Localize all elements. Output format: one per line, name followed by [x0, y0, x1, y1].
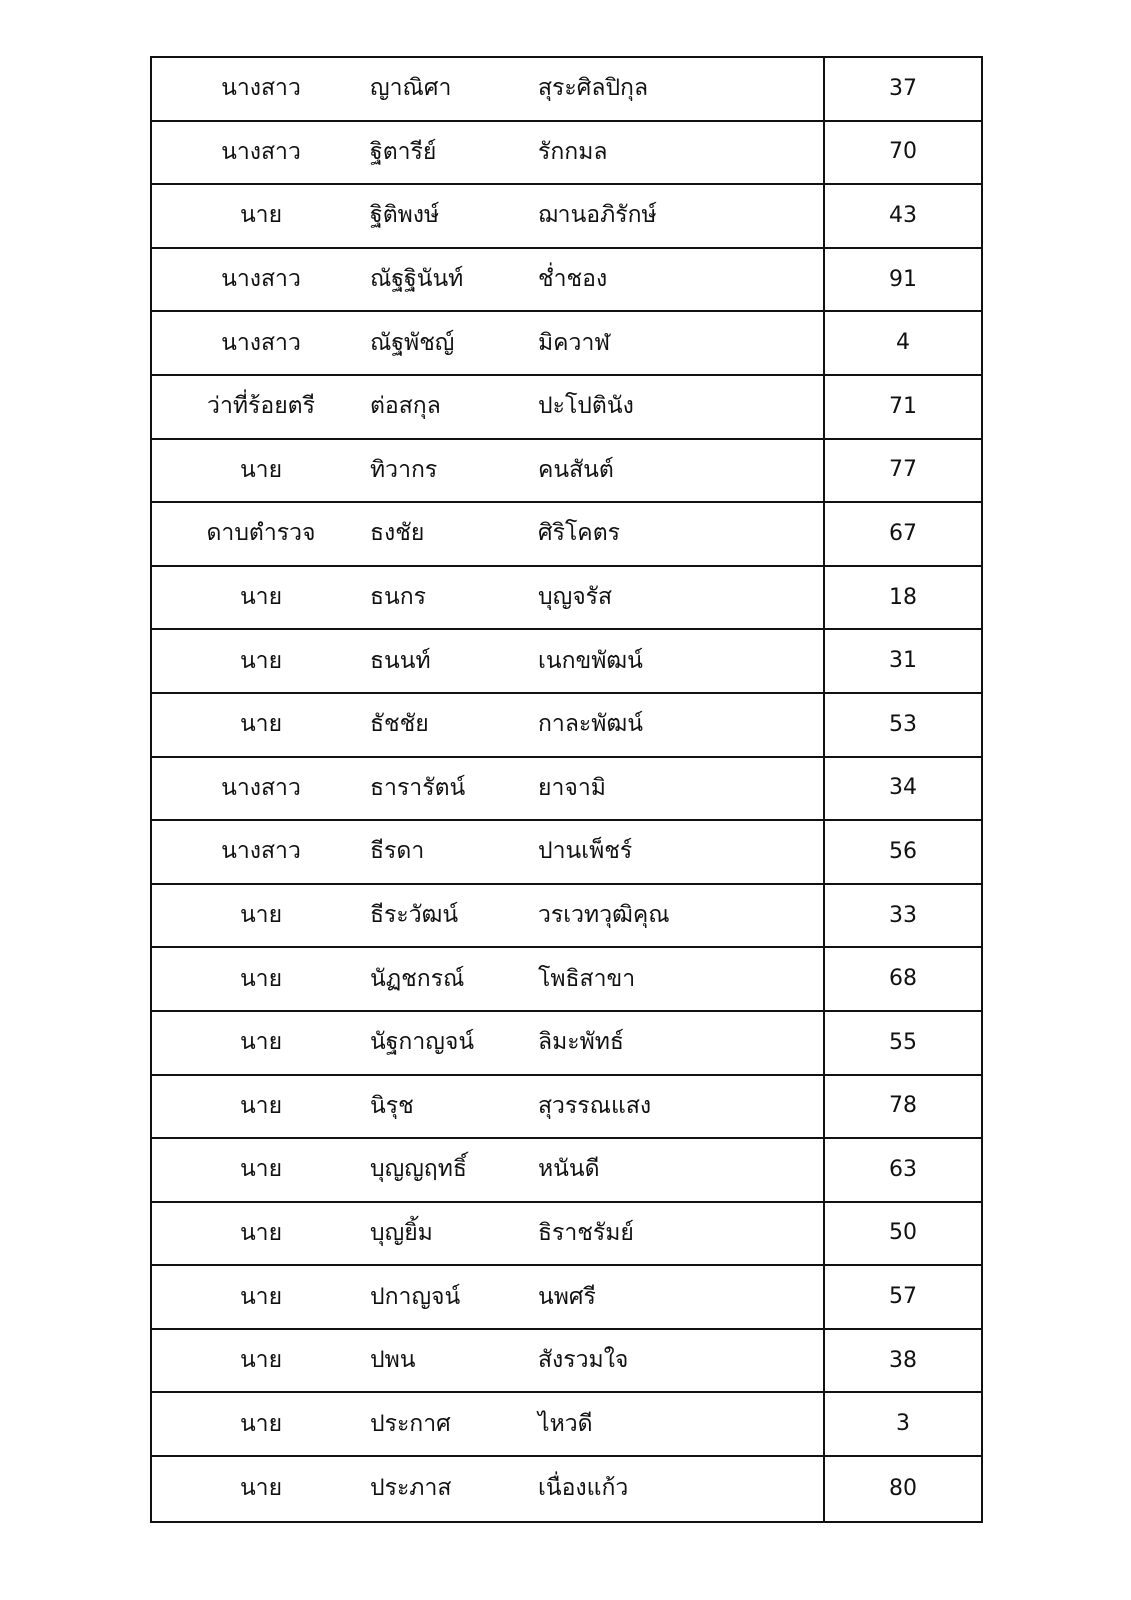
first-name-cell: ธงชัย: [370, 520, 425, 547]
number-cell: 43: [823, 185, 981, 247]
prefix-cell: นาย: [239, 647, 283, 674]
prefix-cell: นาย: [239, 1410, 283, 1437]
prefix-cell: ดาบตำรวจ: [206, 520, 316, 547]
table-row: [152, 376, 981, 440]
prefix-cell: นางสาว: [221, 329, 301, 356]
table-row: [152, 58, 981, 122]
prefix-cell: นาย: [239, 584, 283, 611]
table-row: [152, 1457, 981, 1521]
last-name-cell: ปะโปตินัง: [538, 393, 634, 420]
table-row: [152, 1012, 981, 1076]
last-name-cell: วรเวทวุฒิคุณ: [538, 902, 670, 929]
last-name-cell: ลิมะพัทธ์: [538, 1029, 624, 1056]
last-name-cell: นพศรี: [538, 1283, 596, 1310]
prefix-cell: นาย: [239, 965, 283, 992]
prefix-cell: นางสาว: [221, 75, 301, 102]
first-name-cell: นัฏชกรณ์: [370, 965, 465, 992]
number-cell: 33: [823, 885, 981, 947]
table-row: [152, 694, 981, 758]
number-cell: 63: [823, 1139, 981, 1201]
number-cell: 57: [823, 1266, 981, 1328]
table-row: [152, 503, 981, 567]
last-name-cell: หนันดี: [538, 1156, 600, 1183]
last-name-cell: กาละพัฒน์: [538, 711, 643, 738]
prefix-cell: นาย: [239, 456, 283, 483]
first-name-cell: ปกาญจน์: [370, 1283, 461, 1310]
table-row: [152, 440, 981, 504]
number-cell: 18: [823, 567, 981, 629]
first-name-cell: ญาณิศา: [370, 75, 452, 102]
prefix-cell: นาย: [239, 902, 283, 929]
first-name-cell: ธัชชัย: [370, 711, 429, 738]
last-name-cell: โพธิสาขา: [538, 965, 636, 992]
first-name-cell: นิรุช: [370, 1092, 414, 1119]
table-row: [152, 567, 981, 631]
table-row: [152, 885, 981, 949]
table-row: [152, 1393, 981, 1457]
first-name-cell: ธีรดา: [370, 838, 425, 865]
table-row: [152, 821, 981, 885]
prefix-cell: นาย: [239, 1092, 283, 1119]
first-name-cell: ธนกร: [370, 584, 427, 611]
first-name-cell: ประภาส: [370, 1475, 452, 1502]
number-cell: 68: [823, 948, 981, 1010]
number-cell: 77: [823, 440, 981, 502]
number-cell: 53: [823, 694, 981, 756]
first-name-cell: ปพน: [370, 1347, 416, 1374]
table-row: [152, 1266, 981, 1330]
prefix-cell: นางสาว: [221, 838, 301, 865]
last-name-cell: สุวรรณแสง: [538, 1092, 652, 1119]
last-name-cell: มิควาฬ: [538, 329, 611, 356]
first-name-cell: ณัฐพัชญ์: [370, 329, 455, 356]
prefix-cell: นาย: [239, 1219, 283, 1246]
table-row: [152, 1203, 981, 1267]
prefix-cell: นาย: [239, 1283, 283, 1310]
prefix-cell: นางสาว: [221, 138, 301, 165]
number-cell: 50: [823, 1203, 981, 1265]
first-name-cell: ต่อสกุล: [370, 393, 441, 420]
last-name-cell: สังรวมใจ: [538, 1347, 629, 1374]
number-cell: 38: [823, 1330, 981, 1392]
table-row: [152, 1139, 981, 1203]
table-row: [152, 249, 981, 313]
name-list-table: [150, 56, 983, 1523]
first-name-cell: ทิวากร: [370, 456, 438, 483]
table-row: [152, 185, 981, 249]
number-cell: 71: [823, 376, 981, 438]
table-row: [152, 630, 981, 694]
table-row: [152, 948, 981, 1012]
first-name-cell: บุญยิ้ม: [370, 1219, 433, 1246]
number-cell: 37: [823, 58, 981, 120]
prefix-cell: นางสาว: [221, 266, 301, 293]
number-cell: 56: [823, 821, 981, 883]
last-name-cell: สุระศิลปิกุล: [538, 75, 649, 102]
table-row: [152, 1076, 981, 1140]
number-cell: 78: [823, 1076, 981, 1138]
first-name-cell: ฐิติพงษ์: [370, 202, 440, 229]
number-cell: 3: [823, 1393, 981, 1455]
prefix-cell: นางสาว: [221, 774, 301, 801]
number-cell: 31: [823, 630, 981, 692]
number-cell: 67: [823, 503, 981, 565]
last-name-cell: ธิราชรัมย์: [538, 1219, 634, 1246]
last-name-cell: ปานเพ็ชร์: [538, 838, 633, 865]
first-name-cell: ณัฐฐินันท์: [370, 266, 464, 293]
last-name-cell: เนื่องแก้ว: [538, 1475, 629, 1502]
table-row: [152, 122, 981, 186]
last-name-cell: เนกขพัฒน์: [538, 647, 643, 674]
last-name-cell: ไหวดี: [538, 1410, 593, 1437]
last-name-cell: ช่ำชอง: [538, 266, 608, 293]
last-name-cell: คนสันต์: [538, 456, 614, 483]
number-cell: 55: [823, 1012, 981, 1074]
number-cell: 70: [823, 122, 981, 184]
first-name-cell: ธารารัตน์: [370, 774, 466, 801]
prefix-cell: นาย: [239, 1347, 283, 1374]
first-name-cell: บุญญฤทธิ์: [370, 1156, 467, 1183]
first-name-cell: ประกาศ: [370, 1410, 451, 1437]
last-name-cell: ยาจามิ: [538, 774, 606, 801]
first-name-cell: ธนนท์: [370, 647, 431, 674]
first-name-cell: ธีระวัฒน์: [370, 902, 459, 929]
last-name-cell: บุญจรัส: [538, 584, 613, 611]
first-name-cell: นัฐกาญจน์: [370, 1029, 475, 1056]
prefix-cell: ว่าที่ร้อยตรี: [207, 393, 315, 420]
table-row: [152, 758, 981, 822]
number-cell: 80: [823, 1457, 981, 1521]
prefix-cell: นาย: [239, 1156, 283, 1183]
last-name-cell: ศิริโคตร: [538, 520, 620, 547]
last-name-cell: รักกมล: [538, 138, 608, 165]
prefix-cell: นาย: [239, 1475, 283, 1502]
prefix-cell: นาย: [239, 1029, 283, 1056]
prefix-cell: นาย: [239, 202, 283, 229]
number-cell: 34: [823, 758, 981, 820]
number-cell: 91: [823, 249, 981, 311]
first-name-cell: ฐิตารีย์: [370, 138, 437, 165]
number-cell: 4: [823, 312, 981, 374]
prefix-cell: นาย: [239, 711, 283, 738]
last-name-cell: ฌานอภิรักษ์: [538, 202, 657, 229]
table-row: [152, 1330, 981, 1394]
table-row: [152, 312, 981, 376]
